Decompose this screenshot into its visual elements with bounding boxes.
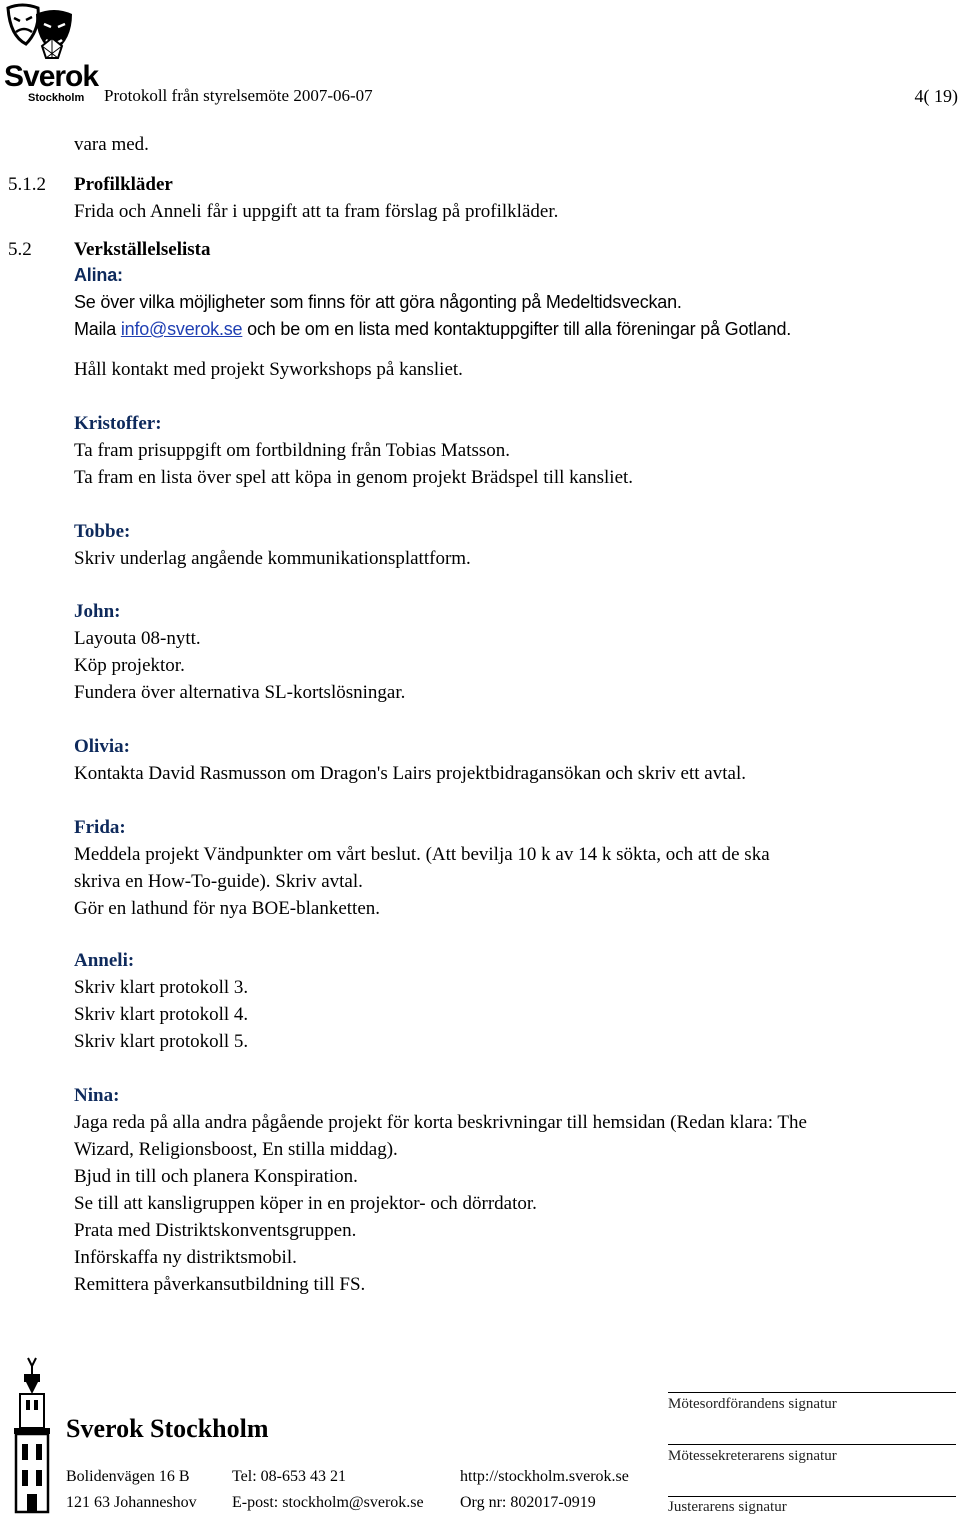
section-heading: Profilkläder <box>74 174 173 195</box>
person-label: Kristoffer: <box>74 413 162 434</box>
text-line: Se över vilka möjligheter som finns för att göra någonting på Medeltidsveckan. <box>74 292 682 312</box>
text-line: Meddela projekt Vändpunkter om vårt beslut. (Att bevilja 10 k av 14 k sökta, och att de ska <box>74 844 770 865</box>
text-line: Skriv underlag angående kommunikationsplattform. <box>74 548 471 569</box>
person-label: Alina: <box>74 265 123 285</box>
signature-label: Mötessekreterarens signatur <box>668 1448 837 1464</box>
city-hall-tower-icon <box>6 1356 58 1514</box>
signature-line <box>668 1444 956 1445</box>
logo-wordmark: Sverok <box>4 60 99 93</box>
text-line: Bjud in till och planera Konspiration. <box>74 1166 358 1187</box>
footer-website: http://stockholm.sverok.se <box>460 1468 629 1485</box>
text-line: Prata med Distriktskonventsgruppen. <box>74 1220 357 1241</box>
page-number: 4( 19) <box>914 86 958 106</box>
person-label: Frida: <box>74 817 126 838</box>
signature-label: Mötesordförandens signatur <box>668 1396 837 1412</box>
footer-org-name: Sverok Stockholm <box>66 1414 269 1443</box>
text-line: Ta fram en lista över spel att köpa in genom projekt Brädspel till kansliet. <box>74 467 634 488</box>
person-label: Anneli: <box>74 950 135 971</box>
signature-line <box>668 1496 956 1497</box>
text-line: Ta fram prisuppgift om fortbildning från Tobias Matsson. <box>74 440 511 461</box>
text-line: Fundera över alternativa SL-kortslösningar. <box>74 682 406 703</box>
text-line: Skriv klart protokoll 3. <box>74 977 249 998</box>
text-line: vara med. <box>74 134 149 155</box>
text-line: Skriv klart protokoll 4. <box>74 1004 249 1025</box>
text-line: Se till att kansligruppen köper in en projektor- och dörrdator. <box>74 1193 537 1214</box>
section-number: 5.1.2 <box>8 174 46 195</box>
text-line: Jaga reda på alla andra pågående projekt för korta beskrivningar till hemsidan (Redan klara: The <box>74 1112 807 1133</box>
text-line: Gör en lathund för nya BOE-blanketten. <box>74 898 381 919</box>
text-fragment: Maila <box>74 319 121 339</box>
text-line: Införskaffa ny distriktsmobil. <box>74 1247 297 1268</box>
text-line: Skriv klart protokoll 5. <box>74 1031 249 1052</box>
text-line: Håll kontakt med projekt Syworkshops på kansliet. <box>74 359 463 380</box>
text-line: Remittera påverkansutbildning till FS. <box>74 1274 366 1295</box>
footer-phone: Tel: 08-653 43 21 <box>232 1468 346 1485</box>
text-line: Frida och Anneli får i uppgift att ta fram förslag på profilkläder. <box>74 201 559 222</box>
document-title: Protokoll från styrelsemöte 2007-06-07 <box>104 86 373 105</box>
footer-email: E-post: stockholm@sverok.se <box>232 1494 424 1511</box>
person-label: Olivia: <box>74 736 130 757</box>
text-line: Kontakta David Rasmusson om Dragon's Lairs projektbidragansökan och skriv ett avtal. <box>74 763 746 784</box>
text-line <box>74 316 791 343</box>
signature-line <box>668 1392 956 1393</box>
text-line: Layouta 08-nytt. <box>74 628 201 649</box>
text-line: skriva en How-To-guide). Skriv avtal. <box>74 871 363 892</box>
text-line: Köp projektor. <box>74 655 185 676</box>
email-link[interactable]: info@sverok.se <box>120 319 243 339</box>
section-heading: Verkställelselista <box>74 239 211 260</box>
person-label: Nina: <box>74 1085 120 1106</box>
footer-address: Bolidenvägen 16 B <box>66 1468 190 1485</box>
footer-address: 121 63 Johanneshov <box>66 1494 197 1511</box>
signature-label: Justerarens signatur <box>668 1499 787 1515</box>
footer-org-number: Org nr: 802017-0919 <box>460 1494 596 1511</box>
person-label: John: <box>74 601 121 622</box>
section-number: 5.2 <box>8 239 32 260</box>
text-line: Wizard, Religionsboost, En stilla middag). <box>74 1139 398 1160</box>
person-label: Tobbe: <box>74 521 131 542</box>
logo-subtitle: Stockholm <box>28 92 85 104</box>
text-fragment: och be om en lista med kontaktuppgifter till alla föreningar på Gotland. <box>242 319 792 339</box>
